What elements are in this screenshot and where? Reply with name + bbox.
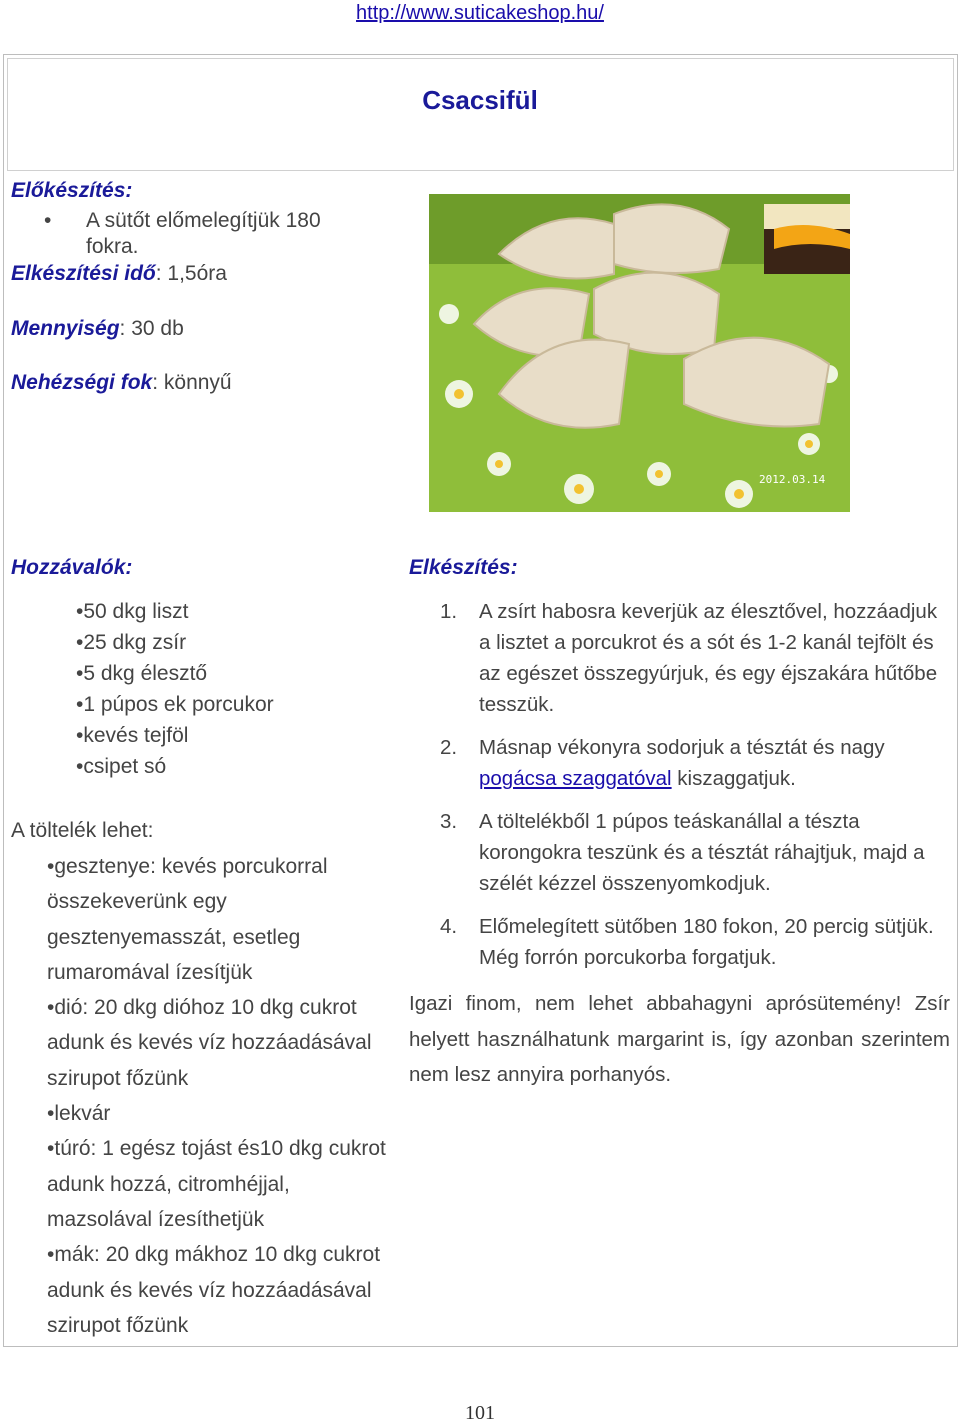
prep-heading: Előkészítés:	[11, 179, 133, 202]
prep-bullet: •	[44, 209, 52, 232]
list-item: •kevés tejföl	[76, 724, 189, 747]
time-row: Elkészítési idő: 1,5óra	[11, 262, 227, 285]
list-item: •5 dkg élesztő	[76, 662, 208, 685]
list-item: •mák: 20 dkg mákhoz 10 dkg cukrot adunk és kevés víz hozzáadásával szirupot főzünk	[47, 1243, 381, 1337]
list-item: •1 púpos ek porcukor	[76, 693, 274, 716]
recipe-title: Csacsifül	[422, 85, 538, 115]
step-item: 3. A töltelékből 1 púpos teáskanállal a tészta korongokra teszünk és a tésztát ráhajtjuk, majd a szélét kézzel összenyomkodjuk.	[440, 810, 925, 895]
list-item: •50 dkg liszt	[76, 600, 189, 623]
cutter-link[interactable]: pogácsa szaggatóval	[479, 767, 672, 790]
list-item: •lekvár	[47, 1102, 111, 1126]
qty-row: Mennyiség: 30 db	[11, 317, 184, 340]
step-item: 1. A zsírt habosra keverjük az élesztővel, hozzáadjuk a lisztet a porcukrot és a sót és 1-2 kanál tejfölt és az egészet összegyúrjuk, és egy éjszakára hűtőbe tesszük.	[440, 600, 938, 716]
difficulty-label: Nehézségi fok	[11, 371, 153, 394]
pastry-illustration	[429, 194, 850, 512]
filling-title: A töltelék lehet:	[11, 819, 154, 842]
site-link[interactable]: http://www.suticakeshop.hu/	[356, 2, 604, 24]
filling-list	[47, 849, 399, 1343]
list-item: •dió: 20 dkg dióhoz 10 dkg cukrot adunk és kevés víz hozzáadásával szirupot főzünk	[47, 996, 372, 1090]
photo-date-stamp: 2012.03.14	[759, 473, 826, 486]
method-steps	[440, 596, 950, 985]
difficulty-value: könnyű	[163, 371, 232, 394]
qty-value: 30 db	[131, 317, 184, 340]
recipe-photo	[429, 194, 850, 512]
list-item: •túró: 1 egész tojást és10 dkg cukrot adunk hozzá, citromhéjjal, mazsolával ízesíthetjük	[47, 1137, 386, 1231]
time-value: 1,5óra	[167, 262, 227, 285]
qty-label: Mennyiség	[11, 317, 120, 340]
step-item: 2. Másnap vékonyra sodorjuk a tésztát és nagy pogácsa szaggatóval kiszaggatjuk.	[440, 736, 885, 790]
prep-item-1: A sütőt előmelegítjük 180	[86, 209, 321, 232]
list-item: •csipet só	[76, 755, 167, 778]
difficulty-row: Nehézségi fok: könnyű	[11, 371, 232, 394]
list-item: •gesztenye: kevés porcukorral összekeverünk egy gesztenyemasszát, esetleg rumaromával ízesítjük	[47, 855, 328, 984]
ingredients-title: Hozzávalók:	[11, 556, 133, 579]
time-label: Elkészítési idő	[11, 262, 156, 285]
ingredients-list	[76, 596, 274, 782]
page-number: 101	[465, 1402, 495, 1424]
step-item: 4. Előmelegített sütőben 180 fokon, 20 percig sütjük. Még forrón porcukorba forgatjuk.	[440, 915, 934, 969]
prep-item-2: fokra.	[86, 235, 139, 258]
method-title: Elkészítés:	[409, 556, 518, 579]
recipe-note: Igazi finom, nem lehet abbahagyni aprósütemény! Zsír helyett használhatunk margarint is, így azonban szerintem nem lesz annyira porhanyós.	[409, 992, 950, 1086]
prep-label: Előkészítés	[11, 179, 126, 202]
list-item: •25 dkg zsír	[76, 631, 187, 654]
